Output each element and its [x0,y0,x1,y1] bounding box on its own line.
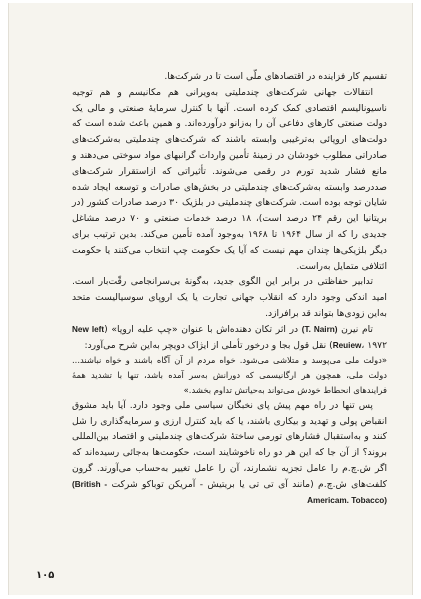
paragraph-2: انتقالات جهانی شرکت‌های چندملیتی به‌ویرانی هم مکانیسم و هم توجیه ناسیونالیسم اقتصادی کمک کرده است. آنها با کنترل سرمایهٔ صنعتی و مالی یک دولت صنعتی کارهای دفاعی آن را به‌زانو درآورده‌اند. و همین باعث شده است که دولت‌های اروپائی به‌ترغیبی وابسته باشند که شرکت‌های چندملیتی به‌شرکت‌های صادراتی مطلوب خودشان در زمینهٔ تأمین واردات گرانبهای مواد سوختی می‌دهند و مانع فشار شدید تورم در رقمی می‌شوند. تأثیراتی که ازاستقرار شرکت‌های صددرصد وابسته به‌شرکت‌های چندملیتی در بخش‌های صادرات و توسعه ایجاد شده شایان توجه بوده است. شرکت‌های چندملیتی در بلژیک ۳۰ درصد صادرات کشور (در بریتانیا این رقم ۲۴ درصد است)، ۱۸ درصد خدمات صنعتی و ۷۰ درصد مشاغل جدیدی را که از سال ۱۹۶۴ تا ۱۹۶۸ به‌وجود آمده تأمین می‌کند. بدین ترتیب برای دیگر بلژیکی‌ها چندان مهم نیست که آیا یک حکومت چپ انتخاب می‌کنند یا حکومت ائتلافی متمایل به‌راست. [72,86,387,272]
body-text [72,69,387,508]
paragraph-3: تدابیر حفاظتی در برابر این الگوی جدید، به‌گونهٔ بی‌سرانجامی رقّت‌بار است. امید اندکی وجود دارد که انقلاب جهانی تجارت یا یک اروپای سوسیالیست متحد به‌این زودی‌ها بتواند قد برافرازد. [72,276,387,319]
nairn-author-latin: (T. Nairn) [301,324,338,334]
book-page [8,3,413,595]
paragraph-nairn [72,322,387,354]
nairn-journal-latin: New left Reuiew [72,324,362,350]
company-name-latin: (British - Americam. Tobacco) [72,479,387,505]
deutscher-quote: «دولت ملی می‌پوسد و متلاشی می‌شود. خواه مردم از آن آگاه باشند و خواه نباشند... دولت ملی، همچون هر ارگانیسمی که دورانش به‌سر آمده باشد، تنها با تشدید همهٔ فرایندهای انحطاط خودش می‌تواند به‌حیاتش تداوم بخشد.» [72,355,387,395]
nairn-intro: تام نیرن [341,323,373,335]
nairn-citation-end: ، ۱۹۷۲) نقل قول بجا و درخور تأملی از ایژاک دویچر به‌این شرح می‌آورد: [84,339,387,351]
closing-text: پس تنها در راه مهم پیش پای نخبگان سیاسی ملی وجود دارد. آیا باید مشوق انقباض پولی و تهدید و بیکاری باشند، یا که باید کنترل ارزی و سرمایه‌گذاری را شل کنند و به‌استقبال فشارهای تورمی ساختهٔ شرکت‌های چندملیتی و اقتصاد بین‌المللی بروند؟ از آن جا که این هر دو راه ناخوشایند است، حکومت‌ها به‌جائی رسیده‌اند که اگر ش.چ.م را عامل تجزیه نشمارند، آن را عامل تغییر به‌حساب می‌آورند. گرون کلفت‌های ش.چ.م (مانند آی تی تی یا بریتیش - آمریکن توباکو شرکت [72,399,387,490]
closing-paragraph [72,398,387,509]
paragraph-1: تقسیم کار فزاینده در اقتصادهای ملّی است تا در شرکت‌ها. [164,71,387,82]
page-number: ۱۰۵ [36,570,55,581]
nairn-citation: در اثر تکان دهنده‌اش با عنوان «چپ علیه اروپا» ( [104,323,299,335]
